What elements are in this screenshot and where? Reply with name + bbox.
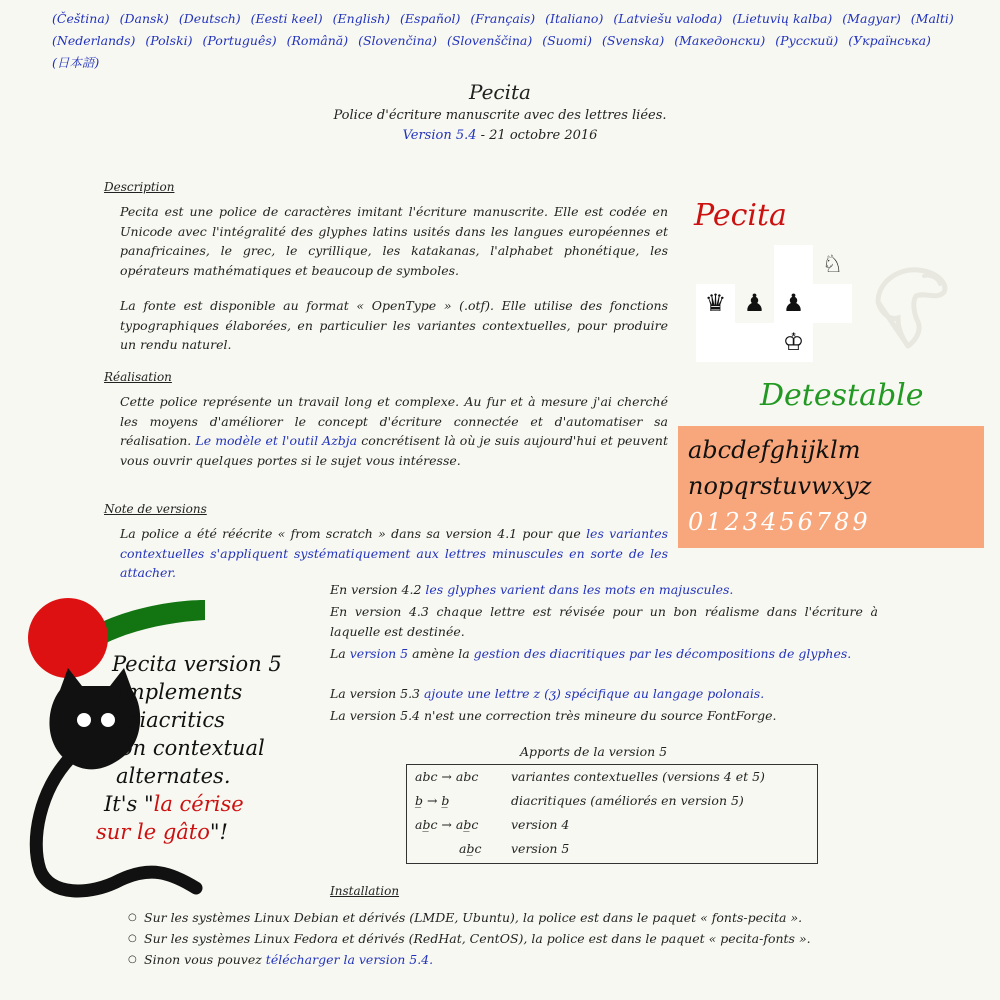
language-link[interactable]: (Deutsch): [178, 11, 241, 26]
description-paragraph-2: La fonte est disponible au format « OpenType » (.otf). Elle utilise des fonctions typographiques élaborées, en particulier les variantes contextuelles, pour produire un rendu naturel.: [120, 298, 668, 352]
language-link[interactable]: (Español): [400, 11, 461, 26]
language-link[interactable]: (Čeština): [52, 11, 110, 26]
realisation-paragraph: [120, 392, 668, 470]
cat-red-text: sur le gâto: [96, 820, 210, 844]
v5-text: La: [330, 646, 350, 661]
detestable-logo: Detestable: [760, 378, 924, 413]
language-link[interactable]: (Slovenščina): [446, 33, 533, 48]
cat-line: diacritics: [126, 708, 225, 732]
v42-text: En version 4.2: [330, 582, 426, 597]
realisation-text: Cette police représente un travail long et complexe. Au fur et à mesure j'ai cherché les moyens d'améliorer le concept d'écriture connectée et d'automatiser sa réalisation.: [120, 394, 668, 448]
realisation-heading: Réalisation: [104, 370, 172, 384]
language-link[interactable]: (日本語): [52, 55, 100, 70]
table-row: [407, 765, 817, 789]
cherry: [28, 598, 108, 678]
description-paragraph-1: Pecita est une police de caractères imitant l'écriture manuscrite. Elle est codée en Unicode avec l'intégralité des glyphes latins usités dans les langues européennes et panafricaines, le grec, le cyrillique, les katakanas, l'alphabet phonétique, les opérateurs mathématiques et beaucoup de symboles.: [120, 204, 668, 278]
version-line: [0, 128, 1000, 143]
alphabet-sample: [678, 426, 984, 548]
language-link[interactable]: (Dansk): [119, 11, 169, 26]
ghost-sketch-icon: [868, 262, 950, 350]
table-cell-left: b̲ → b̲: [415, 793, 450, 808]
description-heading: Description: [104, 180, 175, 194]
digits-line: 0123456789: [688, 508, 871, 536]
queen-icon: ♛: [704, 289, 727, 317]
language-link[interactable]: (Português): [202, 33, 277, 48]
notes-v43: En version 4.3 chaque lettre est révisée pour un bon réalisme dans l'écriture à laquelle est destinée.: [330, 604, 878, 639]
language-link[interactable]: (Malti): [910, 11, 954, 26]
language-link[interactable]: (Македонски): [674, 33, 766, 48]
cat-line: [104, 790, 342, 818]
pawn-icon: ♟: [743, 289, 766, 317]
installation-heading: Installation: [330, 884, 400, 898]
notes-v5: [330, 644, 878, 664]
version-link[interactable]: Version 5.4: [402, 128, 477, 143]
v5-text-mid: amène la: [408, 646, 474, 661]
board-square: [813, 284, 852, 323]
cat-eye: [77, 713, 91, 727]
language-link[interactable]: (Eesti keel): [250, 11, 323, 26]
v53-link[interactable]: ajoute une lettre z (ʒ) spécifique au langage polonais.: [423, 686, 765, 701]
language-link[interactable]: (Українська): [848, 33, 931, 48]
azbja-link[interactable]: Le modèle et l'outil Azbja: [195, 433, 358, 448]
table-cell-right: version 5: [511, 841, 570, 856]
language-link[interactable]: (Slovenčina): [358, 33, 437, 48]
list-item: ○ Sur les systèmes Linux Fedora et dérivés (RedHat, CentOS), la police est dans le paquet « pecita-fonts ».: [128, 929, 828, 948]
realisation-text-end: concrétisent là où je suis aujourd'hui et peuvent vous ouvrir quelques portes si le sujet vous intéresse.: [120, 433, 668, 468]
language-bar: [52, 8, 987, 74]
chess-board: [696, 245, 852, 362]
table-row: [407, 837, 817, 861]
cat-caption: [96, 650, 342, 846]
cat-line: on contextual: [120, 736, 265, 760]
v5-link[interactable]: version 5: [349, 646, 409, 661]
v42-link[interactable]: les glyphes varient dans les mots en majuscules.: [425, 582, 734, 597]
table-row: [407, 789, 817, 813]
alphabet-line-1: abcdefghijklm: [688, 436, 861, 464]
pawn-icon: ♟: [782, 289, 805, 317]
language-link[interactable]: (English): [332, 11, 391, 26]
cat-text: "!: [209, 820, 228, 844]
alphabet-line-2: nopqrstuvwxyz: [688, 472, 872, 500]
language-link[interactable]: (Italiano): [545, 11, 604, 26]
cat-line: [96, 818, 342, 846]
board-square: [696, 323, 735, 362]
language-link[interactable]: (Русский): [775, 33, 839, 48]
list-item: ○ Sur les systèmes Linux Debian et dérivés (LMDE, Ubuntu), la police est dans le paquet « fonts-pecita ».: [128, 908, 828, 927]
notes-v54: La version 5.4 n'est une correction très mineure du source FontForge.: [330, 708, 777, 723]
list-item: [128, 950, 828, 969]
pecita-logo: Pecita: [694, 198, 787, 233]
board-square: [774, 245, 813, 284]
features-table: [406, 764, 818, 864]
notes-v42: [330, 580, 878, 600]
language-link[interactable]: (Svenska): [601, 33, 665, 48]
table-cell-left: ab̲c → ab̲c: [415, 817, 479, 832]
language-link[interactable]: (Latviešu valoda): [613, 11, 723, 26]
language-link[interactable]: (Polski): [145, 33, 193, 48]
notes-paragraph-1: [120, 524, 668, 583]
page-title: Pecita: [469, 80, 531, 104]
cat-line: alternates.: [116, 764, 231, 788]
download-link[interactable]: télécharger la version 5.4.: [265, 952, 434, 967]
contextual-variants-link[interactable]: les variantes contextuelles s'appliquent systématiquement aux lettres minuscules en sorte de les attacher.: [120, 526, 669, 580]
installation-list: [128, 908, 828, 971]
table-cell-right: version 4: [511, 817, 570, 832]
knight-icon: ♘: [821, 250, 844, 278]
language-link[interactable]: (Français): [470, 11, 536, 26]
board-square: [735, 323, 774, 362]
language-link[interactable]: (Magyar): [842, 11, 901, 26]
king-icon: ♔: [782, 328, 805, 356]
language-link[interactable]: (Lietuvių kalba): [732, 11, 833, 26]
cat-line: Pecita version 5: [112, 652, 282, 676]
table-cell-left: ab̲c: [459, 841, 482, 856]
table-row: [407, 813, 817, 837]
table-title: Apports de la version 5: [520, 744, 668, 759]
v53-text: La version 5.3: [330, 686, 424, 701]
table-cell-right: diacritiques (améliorés en version 5): [511, 793, 744, 808]
cat-red-text: la cérise: [153, 792, 244, 816]
cat-text: It's ": [104, 792, 154, 816]
notes-v53: [330, 684, 878, 704]
diacritics-link[interactable]: gestion des diacritiques par les décompositions de glyphes.: [473, 646, 852, 661]
page-subtitle: Police d'écriture manuscrite avec des lettres liées.: [333, 108, 667, 123]
version-date: - 21 octobre 2016: [476, 128, 598, 143]
language-link[interactable]: (Română): [286, 33, 349, 48]
table-cell-left: abc → abc: [415, 769, 479, 784]
table-cell-right: variantes contextuelles (versions 4 et 5): [511, 769, 765, 784]
language-link[interactable]: (Nederlands): [52, 33, 136, 48]
language-link[interactable]: (Suomi): [542, 33, 592, 48]
cat-line: implements: [118, 680, 243, 704]
notes-heading: Note de versions: [104, 502, 207, 516]
download-text: Sinon vous pouvez: [144, 952, 266, 967]
notes-text: La police a été réécrite « from scratch » dans sa version 4.1 pour que: [120, 526, 587, 541]
